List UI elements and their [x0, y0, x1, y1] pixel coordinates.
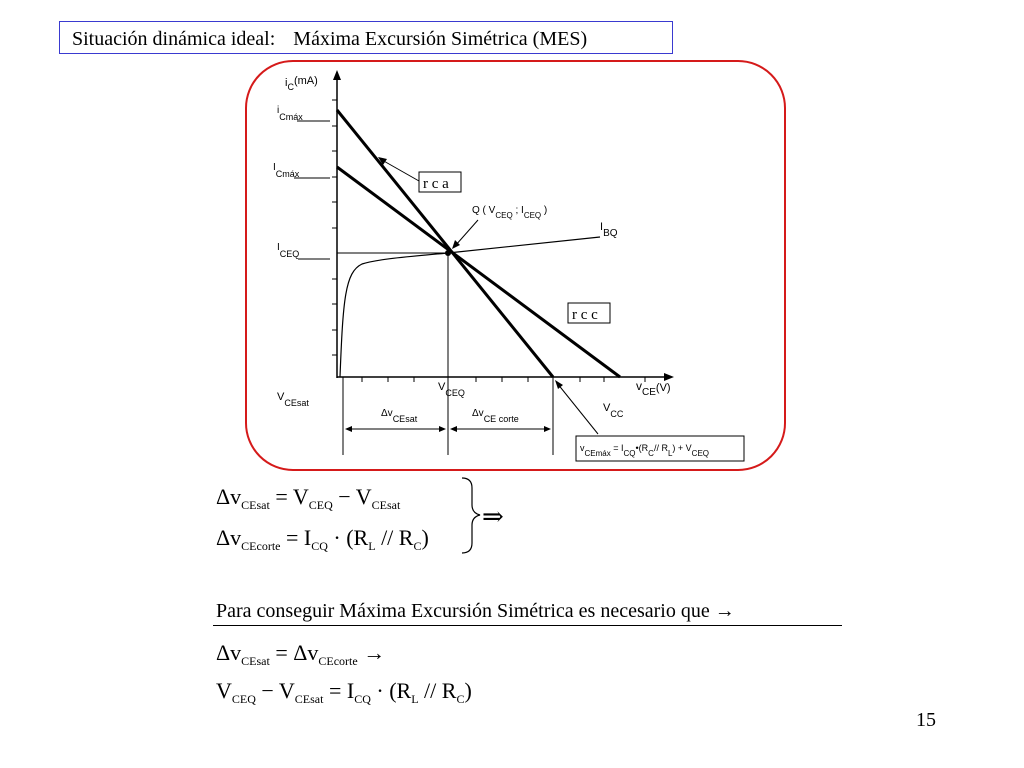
icmax-lower-label: ICmáx — [273, 162, 300, 179]
q-point — [445, 250, 451, 256]
vcemax-pointer — [557, 383, 598, 434]
y-axis-arrow — [333, 70, 341, 80]
rca-line — [337, 110, 553, 377]
x-axis-arrow — [664, 373, 674, 381]
q-pointer — [455, 220, 478, 246]
rcc-label: r c c — [572, 307, 598, 323]
vcc-axis-label: $V_{CC}$ — [603, 402, 624, 419]
y-axis-label: $i_C(mA)$ — [285, 75, 318, 92]
statement-underline — [213, 625, 842, 626]
page-title: Situación dinámica ideal: Máxima Excursión Simétrica (MES) — [72, 28, 588, 50]
delta-vcesat-label: ΔvCEsat — [381, 408, 418, 424]
equation-delta-vcesat: $\Delta v_{CEsat} = V_{CEQ} - V_{CEsat}$ — [216, 484, 401, 512]
ibq-label: IBQ — [600, 221, 618, 239]
rca-label: r c a — [423, 176, 449, 192]
page-number: 15 — [916, 709, 936, 731]
x-axis-label: $v_{CE}(V)$ — [636, 379, 671, 398]
vcemax-formula: vCEmáx = ICQ•(RC// RL) + VCEQ — [580, 443, 710, 458]
equation-mes-condition: $\Delta v_{CEsat} = \Delta v_{CEcorte}$ → — [216, 640, 386, 668]
rcc-line — [337, 167, 620, 377]
equation-mes-result: $V_{CEQ} - V_{CEsat} = I_{CQ} \cdot (R_L // R_C)$ — [216, 678, 472, 706]
equation-delta-vcecorte: $\Delta v_{CEcorte} = I_{CQ} \cdot (R_L // R_C)$ — [216, 525, 429, 553]
vceq-axis-label: $V_{CEQ}$ — [438, 381, 465, 398]
icmax-upper-label: iCmáx — [277, 105, 303, 122]
mes-statement: Para conseguir Máxima Excursión Simétrica es necesario que → — [216, 600, 735, 622]
vcesat-axis-label: $V_{CEsat}$ — [277, 391, 309, 408]
iceq-label: ICEQ — [277, 242, 300, 259]
delta-vcecorte-label: ΔvCE corte — [472, 408, 519, 424]
ibq-curve — [340, 237, 600, 377]
equation-brace — [462, 478, 480, 553]
q-label: Q ( $V_{CEQ}$ ; $I_{CEQ}$ ) — [472, 205, 548, 220]
implies-symbol: ⇒ — [482, 502, 504, 531]
